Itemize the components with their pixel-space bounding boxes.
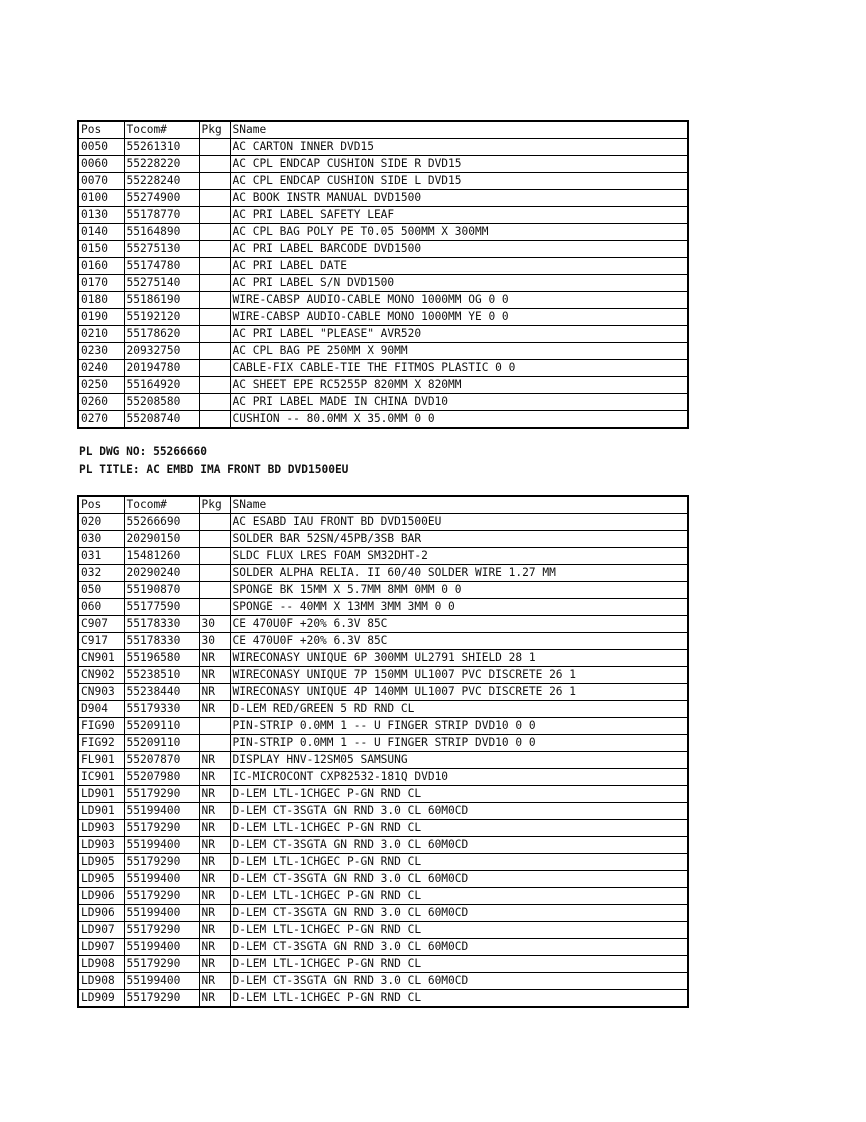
pl-drawing-number: PL DWG NO: 55266660: [79, 445, 207, 458]
cell-sname: WIRECONASY UNIQUE 7P 150MM UL1007 PVC DISCRETE 26 1: [230, 667, 688, 684]
table-row: [78, 548, 688, 565]
cell-tocom: 20290240: [124, 565, 199, 582]
table-row: [78, 939, 688, 956]
cell-sname: WIRE-CABSP AUDIO-CABLE MONO 1000MM YE 0 0: [230, 309, 688, 326]
table-row: [78, 667, 688, 684]
cell-pkg: [199, 582, 230, 599]
table-row: [78, 190, 688, 207]
cell-tocom: 55199400: [124, 837, 199, 854]
parts-table-2: [77, 495, 689, 1008]
table-row: [78, 888, 688, 905]
table-row: [78, 207, 688, 224]
cell-pkg: [199, 548, 230, 565]
cell-sname: AC SHEET EPE RC5255P 820MM X 820MM: [230, 377, 688, 394]
cell-pkg: [199, 514, 230, 531]
cell-pkg: [199, 241, 230, 258]
cell-pkg: NR: [199, 854, 230, 871]
cell-pkg: NR: [199, 956, 230, 973]
cell-pos: 050: [78, 582, 124, 599]
cell-tocom: 55274900: [124, 190, 199, 207]
column-header-pkg: Pkg: [199, 496, 230, 514]
cell-pkg: [199, 394, 230, 411]
cell-tocom: 55228220: [124, 156, 199, 173]
cell-sname: D-LEM RED/GREEN 5 RD RND CL: [230, 701, 688, 718]
cell-pos: 0050: [78, 139, 124, 156]
cell-sname: D-LEM CT-3SGTA GN RND 3.0 CL 60M0CD: [230, 973, 688, 990]
cell-tocom: 55196580: [124, 650, 199, 667]
column-header-sname: SName: [230, 121, 688, 139]
cell-pkg: [199, 326, 230, 343]
cell-tocom: 55179290: [124, 922, 199, 939]
cell-pos: 032: [78, 565, 124, 582]
table-row: [78, 377, 688, 394]
table-row: [78, 854, 688, 871]
cell-pos: 0170: [78, 275, 124, 292]
cell-tocom: 55199400: [124, 871, 199, 888]
cell-pos: LD905: [78, 871, 124, 888]
cell-sname: PIN-STRIP 0.0MM 1 -- U FINGER STRIP DVD10 0 0: [230, 718, 688, 735]
cell-pos: 0240: [78, 360, 124, 377]
cell-pkg: [199, 309, 230, 326]
cell-sname: AC PRI LABEL DATE: [230, 258, 688, 275]
cell-pos: D904: [78, 701, 124, 718]
cell-sname: D-LEM CT-3SGTA GN RND 3.0 CL 60M0CD: [230, 837, 688, 854]
cell-tocom: 55164920: [124, 377, 199, 394]
cell-pos: 030: [78, 531, 124, 548]
cell-pos: LD903: [78, 820, 124, 837]
table-row: [78, 990, 688, 1008]
cell-pos: LD909: [78, 990, 124, 1008]
cell-tocom: 55179290: [124, 888, 199, 905]
cell-sname: D-LEM LTL-1CHGEC P-GN RND CL: [230, 922, 688, 939]
table-row: [78, 326, 688, 343]
cell-pkg: [199, 173, 230, 190]
cell-pkg: [199, 531, 230, 548]
cell-tocom: 20194780: [124, 360, 199, 377]
column-header-pkg: Pkg: [199, 121, 230, 139]
cell-sname: DISPLAY HNV-12SM05 SAMSUNG: [230, 752, 688, 769]
cell-tocom: 55179290: [124, 854, 199, 871]
cell-pos: CN901: [78, 650, 124, 667]
cell-tocom: 55178620: [124, 326, 199, 343]
parts-table-1-body: [78, 121, 688, 428]
table-row: [78, 241, 688, 258]
cell-pos: 060: [78, 599, 124, 616]
table-row: [78, 786, 688, 803]
cell-tocom: 55266690: [124, 514, 199, 531]
cell-tocom: 55238510: [124, 667, 199, 684]
cell-pos: FIG90: [78, 718, 124, 735]
cell-pos: CN902: [78, 667, 124, 684]
cell-tocom: 55178330: [124, 633, 199, 650]
cell-pkg: [199, 565, 230, 582]
column-header-sname: SName: [230, 496, 688, 514]
cell-sname: AC PRI LABEL SAFETY LEAF: [230, 207, 688, 224]
cell-sname: CE 470U0F +20% 6.3V 85C: [230, 633, 688, 650]
column-header-tocom: Tocom#: [124, 121, 199, 139]
cell-pos: LD907: [78, 922, 124, 939]
cell-pos: C917: [78, 633, 124, 650]
cell-pkg: [199, 292, 230, 309]
cell-tocom: 55177590: [124, 599, 199, 616]
cell-pos: LD908: [78, 956, 124, 973]
cell-pos: LD906: [78, 888, 124, 905]
cell-tocom: 15481260: [124, 548, 199, 565]
cell-tocom: 55208740: [124, 411, 199, 429]
table-row: [78, 514, 688, 531]
cell-sname: AC CPL ENDCAP CUSHION SIDE L DVD15: [230, 173, 688, 190]
cell-sname: SOLDER BAR 52SN/45PB/3SB BAR: [230, 531, 688, 548]
cell-sname: D-LEM CT-3SGTA GN RND 3.0 CL 60M0CD: [230, 871, 688, 888]
parts-table-1: [77, 120, 689, 429]
table-row: [78, 718, 688, 735]
table-row: [78, 701, 688, 718]
table-row: [78, 565, 688, 582]
table-row: [78, 922, 688, 939]
table-row: [78, 258, 688, 275]
cell-tocom: 55186190: [124, 292, 199, 309]
cell-pos: 0250: [78, 377, 124, 394]
table-row: [78, 735, 688, 752]
cell-tocom: 55178770: [124, 207, 199, 224]
cell-pkg: NR: [199, 990, 230, 1008]
table-row: [78, 343, 688, 360]
cell-sname: AC CPL BAG PE 250MM X 90MM: [230, 343, 688, 360]
cell-pkg: NR: [199, 684, 230, 701]
cell-pos: 0230: [78, 343, 124, 360]
cell-pkg: NR: [199, 820, 230, 837]
table-row: [78, 360, 688, 377]
cell-sname: CUSHION -- 80.0MM X 35.0MM 0 0: [230, 411, 688, 429]
cell-tocom: 55179290: [124, 990, 199, 1008]
table-row: [78, 224, 688, 241]
cell-pkg: NR: [199, 922, 230, 939]
cell-sname: CABLE-FIX CABLE-TIE THE FITMOS PLASTIC 0 0: [230, 360, 688, 377]
table-row: [78, 292, 688, 309]
cell-pos: LD901: [78, 786, 124, 803]
cell-pkg: [199, 411, 230, 429]
cell-tocom: 55207980: [124, 769, 199, 786]
table-row: [78, 411, 688, 429]
cell-pkg: NR: [199, 837, 230, 854]
table-row: [78, 582, 688, 599]
table-row: [78, 769, 688, 786]
cell-pkg: [199, 377, 230, 394]
cell-sname: AC CPL ENDCAP CUSHION SIDE R DVD15: [230, 156, 688, 173]
cell-pkg: [199, 139, 230, 156]
cell-sname: AC ESABD IAU FRONT BD DVD1500EU: [230, 514, 688, 531]
table-row: [78, 616, 688, 633]
cell-pkg: [199, 599, 230, 616]
cell-tocom: 55190870: [124, 582, 199, 599]
cell-pos: IC901: [78, 769, 124, 786]
table-row: [78, 752, 688, 769]
table-row: [78, 650, 688, 667]
table-row: [78, 633, 688, 650]
cell-pos: 0140: [78, 224, 124, 241]
cell-pos: LD903: [78, 837, 124, 854]
cell-pkg: [199, 718, 230, 735]
cell-pos: 0210: [78, 326, 124, 343]
cell-sname: D-LEM LTL-1CHGEC P-GN RND CL: [230, 888, 688, 905]
cell-sname: AC BOOK INSTR MANUAL DVD1500: [230, 190, 688, 207]
cell-pos: LD906: [78, 905, 124, 922]
cell-sname: D-LEM LTL-1CHGEC P-GN RND CL: [230, 956, 688, 973]
cell-sname: PIN-STRIP 0.0MM 1 -- U FINGER STRIP DVD10 0 0: [230, 735, 688, 752]
cell-tocom: 55207870: [124, 752, 199, 769]
table-header-row: [78, 496, 688, 514]
cell-pos: LD908: [78, 973, 124, 990]
cell-sname: D-LEM LTL-1CHGEC P-GN RND CL: [230, 786, 688, 803]
cell-pkg: NR: [199, 667, 230, 684]
table-row: [78, 531, 688, 548]
cell-sname: D-LEM LTL-1CHGEC P-GN RND CL: [230, 820, 688, 837]
cell-tocom: 55179290: [124, 820, 199, 837]
cell-tocom: 55174780: [124, 258, 199, 275]
cell-sname: SPONGE BK 15MM X 5.7MM 8MM 0MM 0 0: [230, 582, 688, 599]
cell-tocom: 20932750: [124, 343, 199, 360]
cell-tocom: 55199400: [124, 939, 199, 956]
cell-pos: 0190: [78, 309, 124, 326]
cell-sname: SLDC FLUX LRES FOAM SM32DHT-2: [230, 548, 688, 565]
cell-pkg: 30: [199, 633, 230, 650]
cell-sname: WIRE-CABSP AUDIO-CABLE MONO 1000MM OG 0 0: [230, 292, 688, 309]
cell-pos: LD905: [78, 854, 124, 871]
cell-pos: 0150: [78, 241, 124, 258]
cell-tocom: 55275130: [124, 241, 199, 258]
column-header-pos: Pos: [78, 121, 124, 139]
cell-pkg: [199, 156, 230, 173]
parts-table-2-body: [78, 496, 688, 1007]
table-row: [78, 309, 688, 326]
cell-pkg: NR: [199, 905, 230, 922]
table-row: [78, 837, 688, 854]
cell-tocom: 55209110: [124, 735, 199, 752]
cell-pos: FIG92: [78, 735, 124, 752]
cell-pos: 0070: [78, 173, 124, 190]
cell-pos: 0060: [78, 156, 124, 173]
cell-pos: 031: [78, 548, 124, 565]
cell-pkg: NR: [199, 888, 230, 905]
cell-pkg: 30: [199, 616, 230, 633]
table-row: [78, 871, 688, 888]
cell-tocom: 55238440: [124, 684, 199, 701]
column-header-tocom: Tocom#: [124, 496, 199, 514]
cell-tocom: 55261310: [124, 139, 199, 156]
cell-pos: C907: [78, 616, 124, 633]
cell-sname: AC PRI LABEL "PLEASE" AVR520: [230, 326, 688, 343]
cell-sname: AC PRI LABEL S/N DVD1500: [230, 275, 688, 292]
cell-pos: 020: [78, 514, 124, 531]
cell-pos: FL901: [78, 752, 124, 769]
cell-pos: 0260: [78, 394, 124, 411]
cell-pkg: [199, 275, 230, 292]
cell-sname: D-LEM CT-3SGTA GN RND 3.0 CL 60M0CD: [230, 939, 688, 956]
cell-sname: SOLDER ALPHA RELIA. II 60/40 SOLDER WIRE 1.27 MM: [230, 565, 688, 582]
cell-sname: D-LEM CT-3SGTA GN RND 3.0 CL 60M0CD: [230, 905, 688, 922]
cell-sname: IC-MICROCONT CXP82532-181Q DVD10: [230, 769, 688, 786]
cell-pkg: NR: [199, 803, 230, 820]
table-row: [78, 956, 688, 973]
cell-pos: CN903: [78, 684, 124, 701]
cell-pkg: [199, 735, 230, 752]
cell-tocom: 55179290: [124, 786, 199, 803]
cell-sname: WIRECONASY UNIQUE 6P 300MM UL2791 SHIELD 28 1: [230, 650, 688, 667]
cell-tocom: 20290150: [124, 531, 199, 548]
cell-sname: CE 470U0F +20% 6.3V 85C: [230, 616, 688, 633]
cell-pos: LD907: [78, 939, 124, 956]
cell-pkg: [199, 258, 230, 275]
cell-pkg: [199, 360, 230, 377]
pl-title: PL TITLE: AC EMBD IMA FRONT BD DVD1500EU: [79, 463, 349, 476]
cell-pos: 0130: [78, 207, 124, 224]
table-row: [78, 803, 688, 820]
cell-pkg: [199, 207, 230, 224]
cell-pos: 0160: [78, 258, 124, 275]
table-row: [78, 139, 688, 156]
table-row: [78, 275, 688, 292]
cell-tocom: 55179330: [124, 701, 199, 718]
cell-sname: D-LEM LTL-1CHGEC P-GN RND CL: [230, 854, 688, 871]
cell-tocom: 55228240: [124, 173, 199, 190]
cell-sname: D-LEM LTL-1CHGEC P-GN RND CL: [230, 990, 688, 1008]
cell-pkg: NR: [199, 650, 230, 667]
cell-pkg: [199, 224, 230, 241]
table-row: [78, 820, 688, 837]
cell-pkg: NR: [199, 939, 230, 956]
cell-tocom: 55199400: [124, 973, 199, 990]
cell-sname: D-LEM CT-3SGTA GN RND 3.0 CL 60M0CD: [230, 803, 688, 820]
cell-pkg: NR: [199, 871, 230, 888]
cell-sname: AC CARTON INNER DVD15: [230, 139, 688, 156]
cell-tocom: 55208580: [124, 394, 199, 411]
table-row: [78, 973, 688, 990]
cell-tocom: 55178330: [124, 616, 199, 633]
cell-tocom: 55199400: [124, 803, 199, 820]
cell-pos: LD901: [78, 803, 124, 820]
cell-pkg: [199, 343, 230, 360]
cell-sname: WIRECONASY UNIQUE 4P 140MM UL1007 PVC DISCRETE 26 1: [230, 684, 688, 701]
cell-tocom: 55192120: [124, 309, 199, 326]
cell-sname: SPONGE -- 40MM X 13MM 3MM 3MM 0 0: [230, 599, 688, 616]
cell-tocom: 55179290: [124, 956, 199, 973]
table-row: [78, 156, 688, 173]
cell-pkg: NR: [199, 973, 230, 990]
cell-pos: 0180: [78, 292, 124, 309]
column-header-pos: Pos: [78, 496, 124, 514]
table-row: [78, 173, 688, 190]
cell-pkg: NR: [199, 769, 230, 786]
cell-pkg: [199, 190, 230, 207]
cell-tocom: 55209110: [124, 718, 199, 735]
table-row: [78, 905, 688, 922]
table-row: [78, 599, 688, 616]
cell-tocom: 55199400: [124, 905, 199, 922]
cell-pos: 0100: [78, 190, 124, 207]
cell-pos: 0270: [78, 411, 124, 429]
cell-pkg: NR: [199, 701, 230, 718]
table-row: [78, 684, 688, 701]
cell-pkg: NR: [199, 786, 230, 803]
cell-tocom: 55164890: [124, 224, 199, 241]
cell-sname: AC PRI LABEL MADE IN CHINA DVD10: [230, 394, 688, 411]
cell-tocom: 55275140: [124, 275, 199, 292]
cell-sname: AC CPL BAG POLY PE T0.05 500MM X 300MM: [230, 224, 688, 241]
table-header-row: [78, 121, 688, 139]
cell-sname: AC PRI LABEL BARCODE DVD1500: [230, 241, 688, 258]
table-row: [78, 394, 688, 411]
cell-pkg: NR: [199, 752, 230, 769]
